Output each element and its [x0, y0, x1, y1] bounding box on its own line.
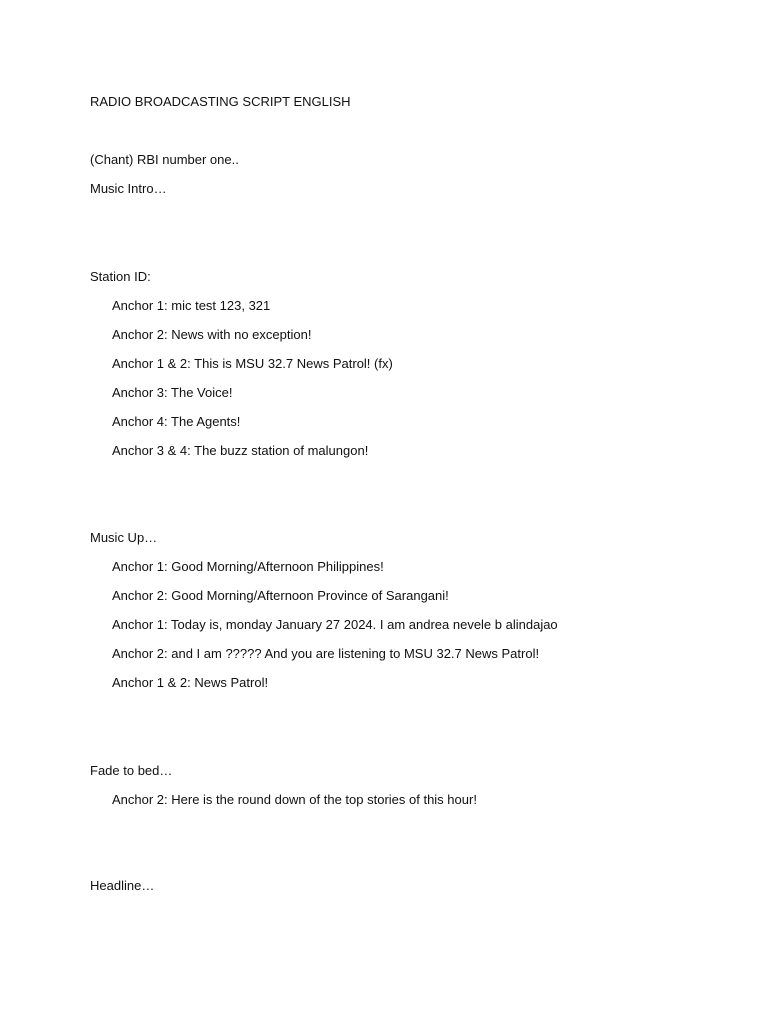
script-line: Anchor 2: News with no exception!	[112, 327, 312, 342]
script-line: Anchor 2: and I am ????? And you are listening to MSU 32.7 News Patrol!	[112, 646, 540, 661]
document-title: RADIO BROADCASTING SCRIPT ENGLISH	[90, 94, 351, 109]
script-line: Anchor 1: Good Morning/Afternoon Philippines!	[112, 559, 384, 574]
intro-music: Music Intro…	[90, 181, 167, 196]
music-up-heading: Music Up…	[90, 530, 158, 545]
script-line: Anchor 2: Good Morning/Afternoon Province of Sarangani!	[112, 588, 449, 603]
script-line: Anchor 3: The Voice!	[112, 385, 233, 400]
script-line: Anchor 4: The Agents!	[112, 414, 241, 429]
script-line: Anchor 3 & 4: The buzz station of malungon!	[112, 443, 369, 458]
fade-heading: Fade to bed…	[90, 763, 173, 778]
intro-chant: (Chant) RBI number one..	[90, 152, 239, 167]
station-id-heading: Station ID:	[90, 269, 151, 284]
script-line: Anchor 1 & 2: This is MSU 32.7 News Patrol! (fx)	[112, 356, 393, 371]
script-line: Anchor 1: mic test 123, 321	[112, 298, 271, 313]
script-line: Anchor 2: Here is the round down of the top stories of this hour!	[112, 792, 477, 807]
script-line: Anchor 1: Today is, monday January 27 2024. I am andrea nevele b alindajao	[112, 617, 558, 632]
headline-heading: Headline…	[90, 878, 155, 893]
script-line: Anchor 1 & 2: News Patrol!	[112, 675, 269, 690]
